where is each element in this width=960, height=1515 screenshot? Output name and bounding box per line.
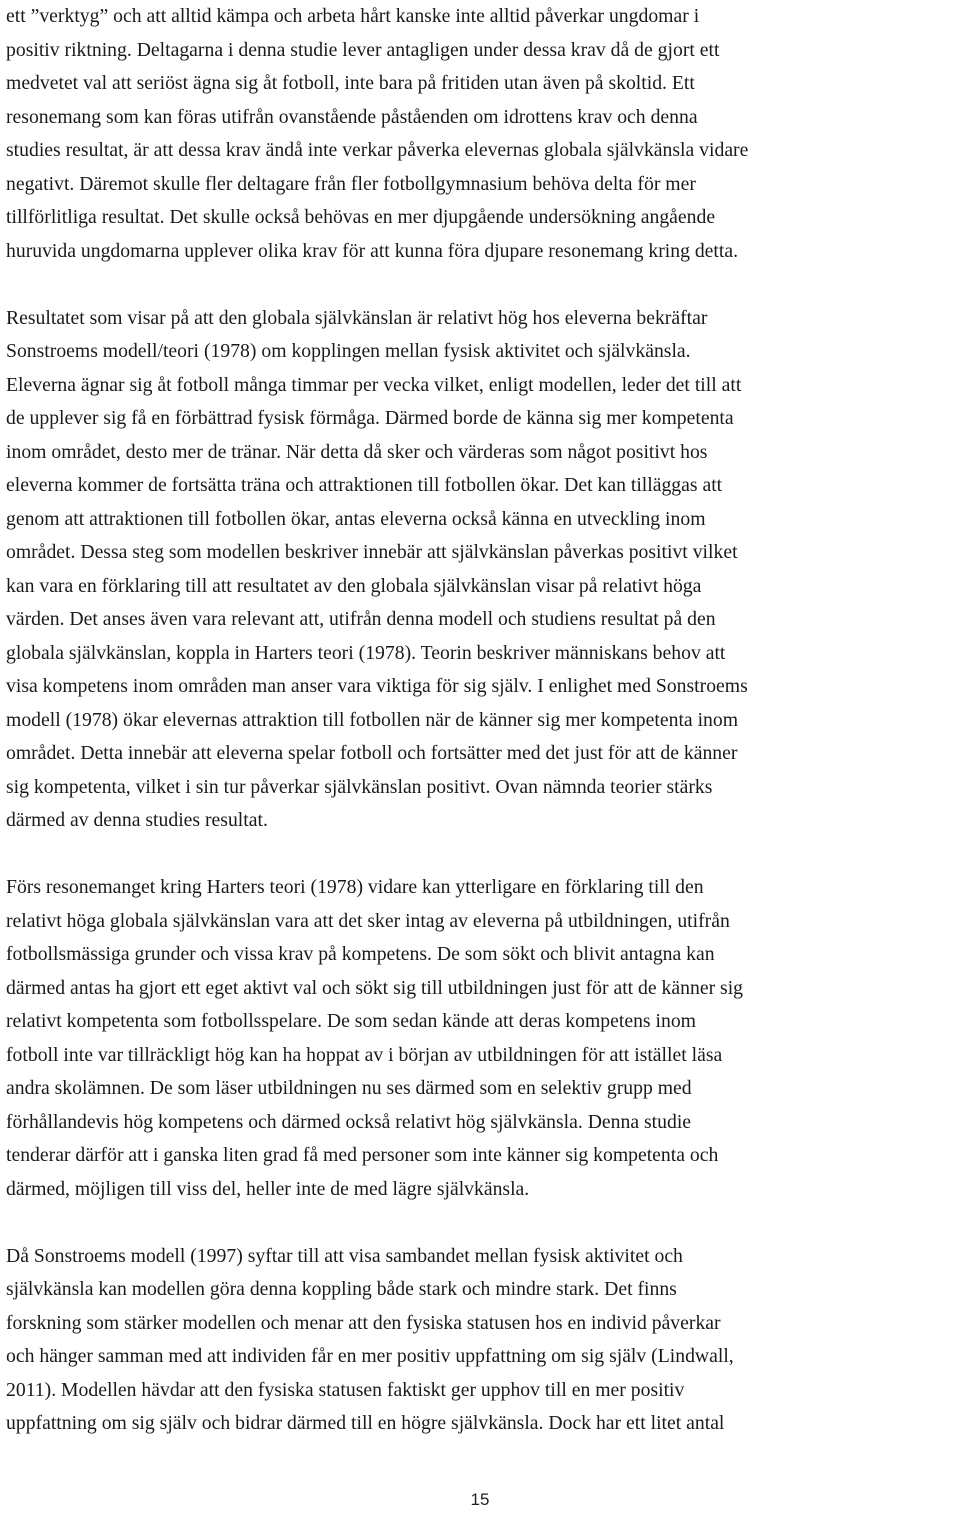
- paragraph-4: [6, 1240, 960, 1441]
- text-line: fotboll inte var tillräckligt hög kan ha hoppat av i början av utbildningen för att istället läsa: [6, 1043, 723, 1066]
- paragraph-gap: [6, 838, 960, 872]
- text-line: resonemang som kan föras utifrån ovanstående påståenden om idrottens krav och denna: [6, 105, 698, 128]
- text-line: negativt. Däremot skulle fler deltagare från fler fotbollgymnasium behöva delta för mer: [6, 172, 696, 195]
- text-line: 2011). Modellen hävdar att den fysiska statusen faktiskt ger upphov till en mer positiv: [6, 1378, 685, 1401]
- paragraph-gap: [6, 1206, 960, 1240]
- text-line: uppfattning om sig själv och bidrar därmed till en högre självkänsla. Dock har ett litet antal: [6, 1412, 725, 1434]
- text-line: området. Dessa steg som modellen beskriver innebär att självkänslan påverkas positivt vilket: [6, 541, 738, 563]
- text-line: tenderar därför att i ganska liten grad få med personer som inte känner sig kompetenta och: [6, 1144, 719, 1166]
- paragraph-2: [6, 302, 960, 838]
- text-line: och hänger samman med att individen får en mer positiv uppfattning om sig själv (Lindwall,: [6, 1345, 734, 1367]
- text-line: Sonstroems modell/teori (1978) om kopplingen mellan fysisk aktivitet och självkänsla.: [6, 340, 691, 362]
- text-line: området. Detta innebär att eleverna spelar fotboll och fortsätter med det just för att de känner: [6, 742, 738, 764]
- text-line: forskning som stärker modellen och menar att den fysiska statusen hos en individ påverkar: [6, 1311, 721, 1334]
- text-line: ett ”verktyg” och att alltid kämpa och arbeta hårt kanske inte alltid påverkar ungdomar i: [6, 5, 700, 27]
- text-line: globala självkänslan, koppla in Harters teori (1978). Teorin beskriver människans behov att: [6, 641, 726, 664]
- document-page: [6, 0, 960, 1441]
- paragraph-gap: [6, 268, 960, 302]
- text-line: relativt kompetenta som fotbollsspelare. De som sedan kände att deras kompetens inom: [6, 1010, 696, 1032]
- text-line: positiv riktning. Deltagarna i denna studie lever antagligen under dessa krav då de gjort ett: [6, 38, 720, 61]
- text-line: visa kompetens inom områden man anser vara viktiga för sig själv. I enlighet med Sonstroems: [6, 675, 748, 697]
- text-line: tillförlitliga resultat. Det skulle också behövas en mer djupgående undersökning angående: [6, 206, 716, 228]
- text-line: de upplever sig få en förbättrad fysisk förmåga. Därmed borde de känna sig mer kompetenta: [6, 407, 734, 429]
- text-line: genom att attraktionen till fotbollen ökar, antas eleverna också känna en utveckling inom: [6, 507, 706, 530]
- text-line: andra skolämnen. De som läser utbildningen nu ses därmed som en selektiv grupp med: [6, 1077, 692, 1099]
- text-line: studies resultat, är att dessa krav ändå inte verkar påverka elevernas globala självkänsla vidare: [6, 139, 749, 161]
- text-line: fotbollsmässiga grunder och vissa krav på kompetens. De som sökt och blivit antagna kan: [6, 943, 715, 965]
- text-line: Förs resonemanget kring Harters teori (1978) vidare kan ytterligare en förklaring till den: [6, 876, 704, 898]
- text-line: Då Sonstroems modell (1997) syftar till att visa sambandet mellan fysisk aktivitet och: [6, 1244, 683, 1267]
- text-line: relativt höga globala självkänslan vara att det sker intag av eleverna på utbildningen, utifrån: [6, 909, 730, 932]
- text-line: Resultatet som visar på att den globala självkänslan är relativt hög hos eleverna bekräftar: [6, 306, 708, 329]
- text-line: inom området, desto mer de tränar. När detta då sker och värderas som något positivt hos: [6, 440, 708, 463]
- text-line: självkänsla kan modellen göra denna koppling både stark och mindre stark. Det finns: [6, 1278, 677, 1300]
- text-line: sig kompetenta, vilket i sin tur påverkar självkänslan positivt. Ovan nämnda teorier stärks: [6, 775, 713, 798]
- paragraph-1: [6, 0, 960, 268]
- text-line: därmed antas ha gjort ett eget aktivt val och sökt sig till utbildningen just för att de känner sig: [6, 976, 744, 999]
- text-line: huruvida ungdomarna upplever olika krav för att kunna föra djupare resonemang kring detta.: [6, 239, 739, 262]
- text-line: medvetet val att seriöst ägna sig åt fotboll, inte bara på fritiden utan även på skoltid. Ett: [6, 72, 695, 94]
- paragraph-3: [6, 871, 960, 1206]
- text-line: Eleverna ägnar sig åt fotboll många timmar per vecka vilket, enligt modellen, leder det till att: [6, 373, 742, 396]
- text-line: modell (1978) ökar elevernas attraktion till fotbollen när de känner sig mer kompetenta inom: [6, 708, 739, 731]
- text-line: förhållandevis hög kompetens och därmed också relativt hög självkänsla. Denna studie: [6, 1110, 692, 1133]
- text-line: eleverna kommer de fortsätta träna och attraktionen till fotbollen ökar. Det kan tilläggas att: [6, 474, 723, 496]
- text-line: därmed av denna studies resultat.: [6, 809, 268, 831]
- text-line: kan vara en förklaring till att resultatet av den globala självkänslan visar på relativt höga: [6, 574, 702, 597]
- text-line: värden. Det anses även vara relevant att, utifrån denna modell och studiens resultat på den: [6, 608, 716, 630]
- page-number: 15: [470, 1490, 490, 1509]
- text-line: därmed, möjligen till viss del, heller inte de med lägre självkänsla.: [6, 1177, 530, 1200]
